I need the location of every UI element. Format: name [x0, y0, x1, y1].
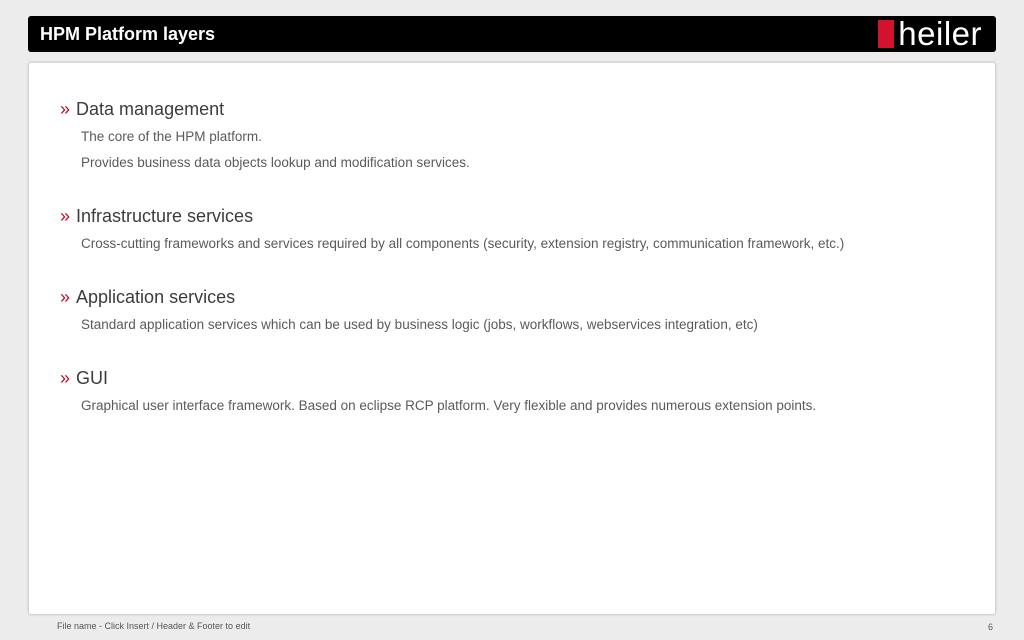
bullet-icon: »	[60, 287, 71, 307]
heading-text: GUI	[76, 368, 109, 388]
heading-text: Infrastructure services	[76, 206, 254, 226]
page-number: 6	[987, 622, 993, 632]
footer-text: File name - Click Insert / Header & Footer to edit	[57, 621, 251, 631]
section-infrastructure-services	[60, 205, 960, 252]
section-description: Cross-cutting frameworks and services required by all components (security, extension registry, communication framework, etc.)	[81, 236, 845, 251]
header-bar	[28, 16, 996, 52]
section-heading	[60, 286, 960, 308]
logo-text: heiler	[898, 15, 982, 52]
section-description: The core of the HPM platform.	[81, 129, 262, 144]
section-description: Standard application services which can be used by business logic (jobs, workflows, webservices integration, etc)	[81, 317, 758, 332]
section-description: Provides business data objects lookup and modification services.	[81, 155, 470, 170]
heading-text: Application services	[76, 287, 236, 307]
bullet-icon: »	[60, 368, 71, 388]
section-heading	[60, 98, 960, 120]
heading-text: Data management	[76, 99, 225, 119]
section-gui	[60, 367, 960, 414]
content-panel	[28, 62, 996, 615]
section-data-management	[60, 98, 960, 171]
bullet-icon: »	[60, 99, 71, 119]
section-heading	[60, 205, 960, 227]
section-application-services	[60, 286, 960, 333]
section-description: Graphical user interface framework. Based on eclipse RCP platform. Very flexible and provides numerous extension points.	[81, 398, 817, 413]
heiler-logo	[878, 15, 982, 52]
logo-red-block	[878, 20, 894, 48]
section-heading	[60, 367, 960, 389]
slide-title: HPM Platform layers	[40, 24, 216, 44]
bullet-icon: »	[60, 206, 71, 226]
